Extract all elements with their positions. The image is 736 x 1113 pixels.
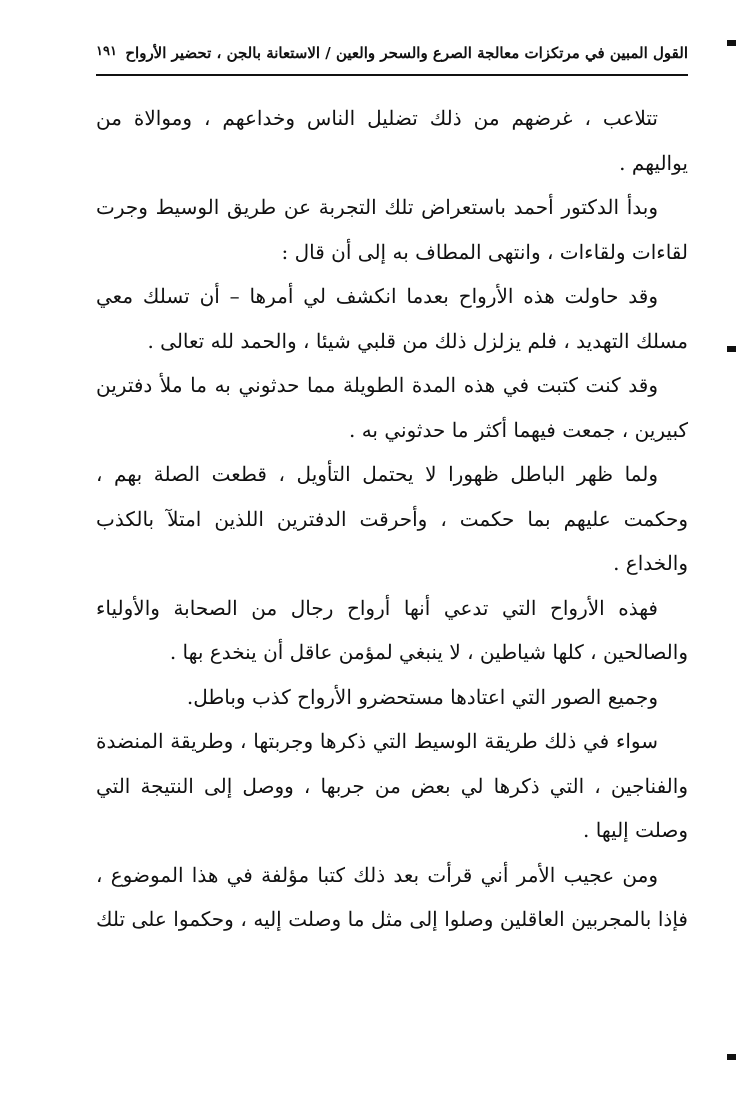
scan-mark (727, 346, 736, 352)
paragraph: فهذه الأرواح التي تدعي أنها أرواح رجال من الصحابة والأولياء والصالحين ، كلها شياطين ، لا ينبغي لمؤمن عاقل أن ينخدع بها . (96, 595, 688, 664)
paragraph: سواء في ذلك طريقة الوسيط التي ذكرها وجربتها ، وطريقة المنضدة والفناجين ، التي ذكرها لي بعض من جربها ، ووصل إلى النتيجة التي وصلت إليها . (96, 729, 688, 842)
paragraph: ولما ظهر الباطل ظهورا لا يحتمل التأويل ، قطعت الصلة بهم ، وحكمت عليهم بما حكمت ، وأحرقت الدفترين اللذين امتلآ بالكذب والخداع . (96, 462, 688, 575)
scan-mark (727, 1054, 736, 1060)
header-title: القول المبين في مرتكزات معالجة الصرع والسحر والعين / الاستعانة بالجن ، تحضير الأرواح (125, 44, 688, 62)
running-header (96, 36, 688, 70)
paragraph: وقد كنت كتبت في هذه المدة الطويلة مما حدثوني به ما ملأ دفترين كبيرين ، جمعت فيهما أكثر ما حدثوني به . (96, 373, 688, 442)
paragraph: وجميع الصور التي اعتادها مستحضرو الأرواح كذب وباطل. (186, 684, 658, 709)
paragraph: ومن عجيب الأمر أني قرأت بعد ذلك كتبا مؤلفة في هذا الموضوع ، فإذا بالمجربين العاقلين وصلوا إلى مثل ما وصلت إليه ، وحكموا على تلك (96, 862, 688, 931)
page-number: ١٩١ (96, 44, 117, 59)
page-body (96, 96, 688, 942)
paragraph: وبدأ الدكتور أحمد باستعراض تلك التجربة عن طريق الوسيط وجرت لقاءات ولقاءات ، وانتهى المطاف به إلى أن قال : (96, 195, 688, 264)
paragraph: وقد حاولت هذه الأرواح بعدما انكشف لي أمرها – أن تسلك معي مسلك التهديد ، فلم يزلزل ذلك من قلبي شيئا ، والحمد لله تعالى . (96, 284, 688, 353)
paragraph: تتلاعب ، غرضهم من ذلك تضليل الناس وخداعهم ، وموالاة من يواليهم . (96, 106, 688, 175)
scan-mark (727, 40, 736, 46)
header-divider (96, 74, 688, 76)
